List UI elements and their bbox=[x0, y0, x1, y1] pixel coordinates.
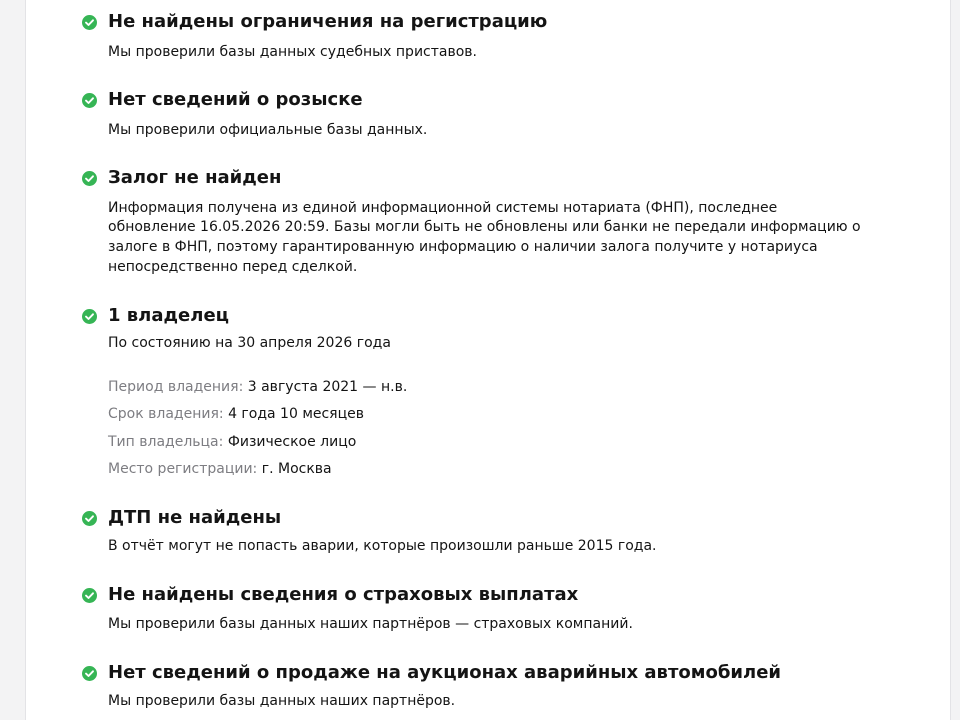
section-desc-pledge-line: непосредственно перед сделкой. bbox=[108, 259, 358, 275]
section-desc-registration: Мы проверили базы данных судебных приставов. bbox=[108, 44, 477, 60]
check-circle-icon bbox=[82, 588, 97, 603]
check-circle-icon bbox=[82, 171, 97, 186]
owner-detail-label: Период владения: bbox=[108, 379, 244, 395]
section-title-insurance: Не найдены сведения о страховых выплатах bbox=[108, 584, 579, 605]
section-desc-auctions: Мы проверили базы данных наших партнёров. bbox=[108, 693, 456, 709]
check-circle-icon bbox=[82, 666, 97, 681]
check-circle-icon bbox=[82, 511, 97, 526]
section-desc-insurance: Мы проверили базы данных наших партнёров — страховых компаний. bbox=[108, 616, 633, 632]
check-circle-icon bbox=[82, 93, 97, 108]
check-circle-icon bbox=[82, 309, 97, 324]
owner-detail-label: Срок владения: bbox=[108, 406, 224, 422]
section-title-owners: 1 владелец bbox=[108, 305, 229, 326]
section-desc-wanted: Мы проверили официальные базы данных. bbox=[108, 122, 428, 138]
owner-detail-value: г. Москва bbox=[261, 461, 332, 477]
section-desc-owners: По состоянию на 30 апреля 2026 года bbox=[108, 335, 391, 351]
section-title-accidents: ДТП не найдены bbox=[108, 507, 282, 528]
section-title-registration: Не найдены ограничения на регистрацию bbox=[108, 11, 548, 32]
section-desc-accidents: В отчёт могут не попасть аварии, которые произошли раньше 2015 года. bbox=[108, 538, 657, 554]
owner-detail-row bbox=[108, 432, 356, 452]
owner-detail-value: 3 августа 2021 — н.в. bbox=[247, 379, 408, 395]
owner-detail-value: Физическое лицо bbox=[227, 434, 357, 450]
owner-detail-label: Тип владельца: bbox=[108, 434, 224, 450]
owner-detail-row bbox=[108, 404, 364, 424]
section-desc-pledge-line: обновление 16.05.2026 20:59. Базы могли быть не обновлены или банки не передали информацию о bbox=[108, 219, 861, 235]
check-circle-icon bbox=[82, 15, 97, 30]
owner-detail-row bbox=[108, 459, 332, 479]
owner-detail-label: Место регистрации: bbox=[108, 461, 258, 477]
section-title-wanted: Нет сведений о розыске bbox=[108, 89, 363, 110]
section-desc-pledge-line: Информация получена из единой информационной системы нотариата (ФНП), последнее bbox=[108, 200, 778, 216]
owner-detail-row bbox=[108, 377, 407, 397]
section-desc-pledge-line: залоге в ФНП, поэтому гарантированную информацию о наличии залога получите у нотариуса bbox=[108, 239, 818, 255]
section-title-auctions: Нет сведений о продаже на аукционах аварийных автомобилей bbox=[108, 662, 782, 683]
section-title-pledge: Залог не найден bbox=[108, 167, 282, 188]
owner-detail-value: 4 года 10 месяцев bbox=[228, 406, 365, 422]
